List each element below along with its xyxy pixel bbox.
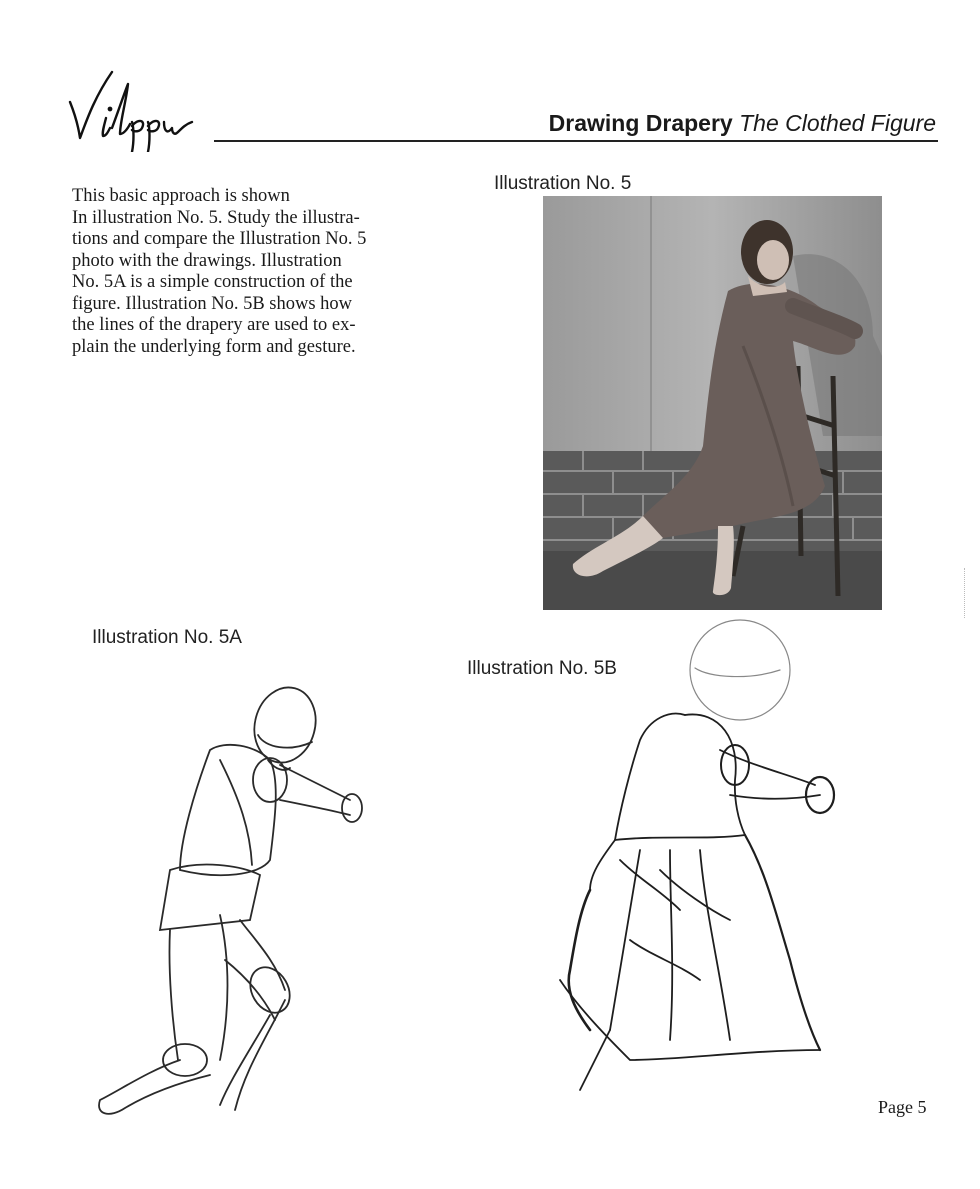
intro-line: figure. Illustration No. 5B shows how: [72, 293, 353, 314]
intro-line: No. 5A is a simple construction of the: [72, 272, 353, 292]
intro-line: In illustration No. 5. Study the illustra-: [72, 207, 360, 228]
intro-line: tions and compare the Illustration No. 5: [72, 229, 367, 249]
page-header-title: [549, 110, 936, 137]
model-photo: [543, 196, 882, 610]
intro-line: photo with the drawings. Illustration: [72, 250, 342, 271]
margin-marks: [964, 568, 971, 618]
drapery-sketch: [520, 610, 860, 1120]
intro-line: This basic approach is shown: [72, 186, 290, 206]
intro-paragraph: [72, 186, 452, 358]
header-title-bold: Drawing Drapery: [548, 110, 733, 136]
intro-line: the lines of the drapery are used to ex-: [72, 315, 356, 335]
page-number: Page 5: [878, 1097, 927, 1117]
illustration-5a-label: Illustration No. 5A: [92, 627, 242, 648]
illustration-5b-label: Illustration No. 5B: [467, 658, 617, 679]
vilppu-signature-logo: [68, 62, 238, 152]
illustration-5-label: Illustration No. 5: [494, 173, 632, 194]
construction-sketch: [80, 660, 420, 1130]
intro-line: plain the underlying form and gesture.: [72, 336, 356, 357]
header-rule: [214, 140, 938, 142]
header-title-italic: The Clothed Figure: [739, 110, 936, 136]
